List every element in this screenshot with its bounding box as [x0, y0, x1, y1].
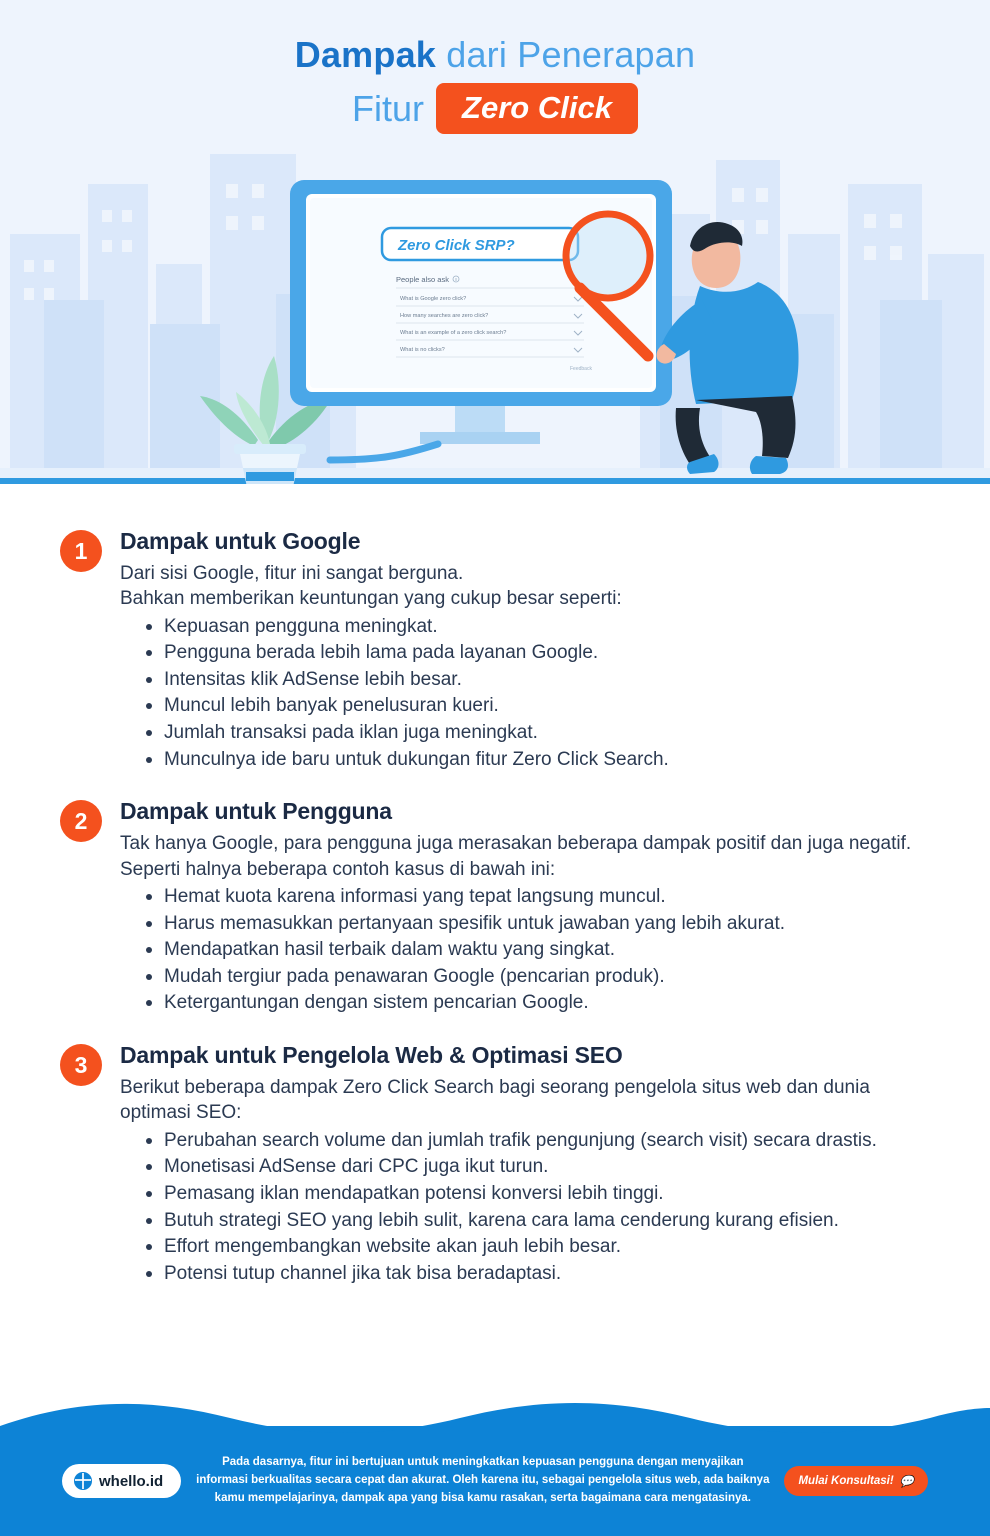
list-item: Butuh strategi SEO yang lebih sulit, karena cara lama cenderung kurang efisien. [146, 1208, 930, 1234]
paa-item-1: What is Google zero click? [400, 296, 467, 302]
paa-item-4: What is no clicks? [400, 347, 445, 353]
section-intro-line: Dari sisi Google, fitur ini sangat berguna. [120, 563, 464, 584]
section-number-badge: 3 [60, 1044, 102, 1086]
hero-title-line-2 [0, 83, 990, 134]
list-item: Munculnya ide baru untuk dukungan fitur Zero Click Search. [146, 747, 930, 773]
hero-title-block [0, 0, 990, 134]
section-1 [60, 528, 930, 772]
globe-icon [74, 1472, 92, 1490]
list-item: Jumlah transaksi pada iklan juga meningkat. [146, 720, 930, 746]
paa-item-3: What is an example of a zero click search? [400, 330, 507, 336]
section-intro: Tak hanya Google, para pengguna juga merasakan beberapa dampak positif dan juga negatif. Seperti halnya beberapa contoh kasus di bawah ini: [120, 833, 912, 880]
section-title: Dampak untuk Google [120, 528, 361, 554]
section-bullet-list [146, 884, 930, 1016]
section-intro: Berikut beberapa dampak Zero Click Search bagi seorang pengelola situs web dan dunia optimasi SEO: [120, 1077, 870, 1124]
list-item: Monetisasi AdSense dari CPC juga ikut turun. [146, 1154, 930, 1180]
footer-bar [0, 1426, 990, 1536]
zero-click-badge: Zero Click [436, 83, 638, 134]
hero-title-fitur: Fitur [352, 87, 425, 129]
hero-illustration [0, 160, 990, 484]
konsultasi-button[interactable] [784, 1466, 928, 1496]
list-item: Pengguna berada lebih lama pada layanan Google. [146, 640, 930, 666]
paa-label: People also ask [396, 275, 449, 284]
section-number-badge: 2 [60, 800, 102, 842]
list-item: Ketergantungan dengan sistem pencarian Google. [146, 990, 930, 1016]
section-bullet-list [146, 1128, 930, 1287]
section-3 [60, 1042, 930, 1286]
section-number-badge: 1 [60, 530, 102, 572]
list-item: Harus memasukkan pertanyaan spesifik untuk jawaban yang lebih akurat. [146, 911, 930, 937]
section-intro-line: Bahkan memberikan keuntungan yang cukup besar seperti: [120, 588, 622, 610]
hero-title-accent: Dampak [294, 34, 437, 75]
list-item: Kepuasan pengguna meningkat. [146, 614, 930, 640]
cta-label: Mulai Konsultasi! [798, 1475, 894, 1487]
logo-label: whello.id [99, 1472, 164, 1490]
section-intro [120, 561, 930, 612]
section-bullet-list [146, 614, 930, 773]
hero-title-rest: dari Penerapan [436, 34, 696, 75]
person-illustration [657, 222, 799, 474]
section-title: Dampak untuk Pengguna [120, 798, 392, 825]
list-item: Effort mengembangkan website akan jauh lebih besar. [146, 1234, 930, 1260]
serp-search-text: Zero Click SRP? [398, 237, 515, 254]
list-item: Pemasang iklan mendapatkan potensi konversi lebih tinggi. [146, 1181, 930, 1207]
list-item: Mendapatkan hasil terbaik dalam waktu yang singkat. [146, 937, 930, 963]
list-item: Mudah tergiur pada penawaran Google (pencarian produk). [146, 964, 930, 990]
chat-icon: 💬 [899, 1476, 914, 1488]
footer-paragraph: Pada dasarnya, fitur ini bertujuan untuk meningkatkan kepuasan pengguna dengan menyajikan informasi berkualitas secara cepat dan akurat. Oleh karena itu, sebagai pengelola situs web, ada baiknya kamu mempelajarinya, dampak apa yang bisa kamu rasakan, serta bagaimana cara mengatasinya. [196, 1456, 770, 1504]
hero-title-line-1 [0, 34, 990, 75]
whello-logo[interactable] [62, 1464, 181, 1498]
list-item: Muncul lebih banyak penelusuran kueri. [146, 693, 930, 719]
list-item: Intensitas klik AdSense lebih besar. [146, 667, 930, 693]
section-2 [60, 798, 930, 1016]
content-sections [0, 484, 990, 1444]
section-title: Dampak untuk Pengelola Web & Optimasi SEO [120, 1042, 623, 1069]
paa-item-2: How many searches are zero click? [400, 313, 489, 319]
list-item: Perubahan search volume dan jumlah trafik pengunjung (search visit) secara drastis. [146, 1128, 930, 1154]
serp-feedback-label: Feedback [570, 366, 592, 372]
list-item: Hemat kuota karena informasi yang tepat langsung muncul. [146, 884, 930, 910]
list-item: Potensi tutup channel jika tak bisa beradaptasi. [146, 1261, 930, 1287]
hero-section [0, 0, 990, 484]
